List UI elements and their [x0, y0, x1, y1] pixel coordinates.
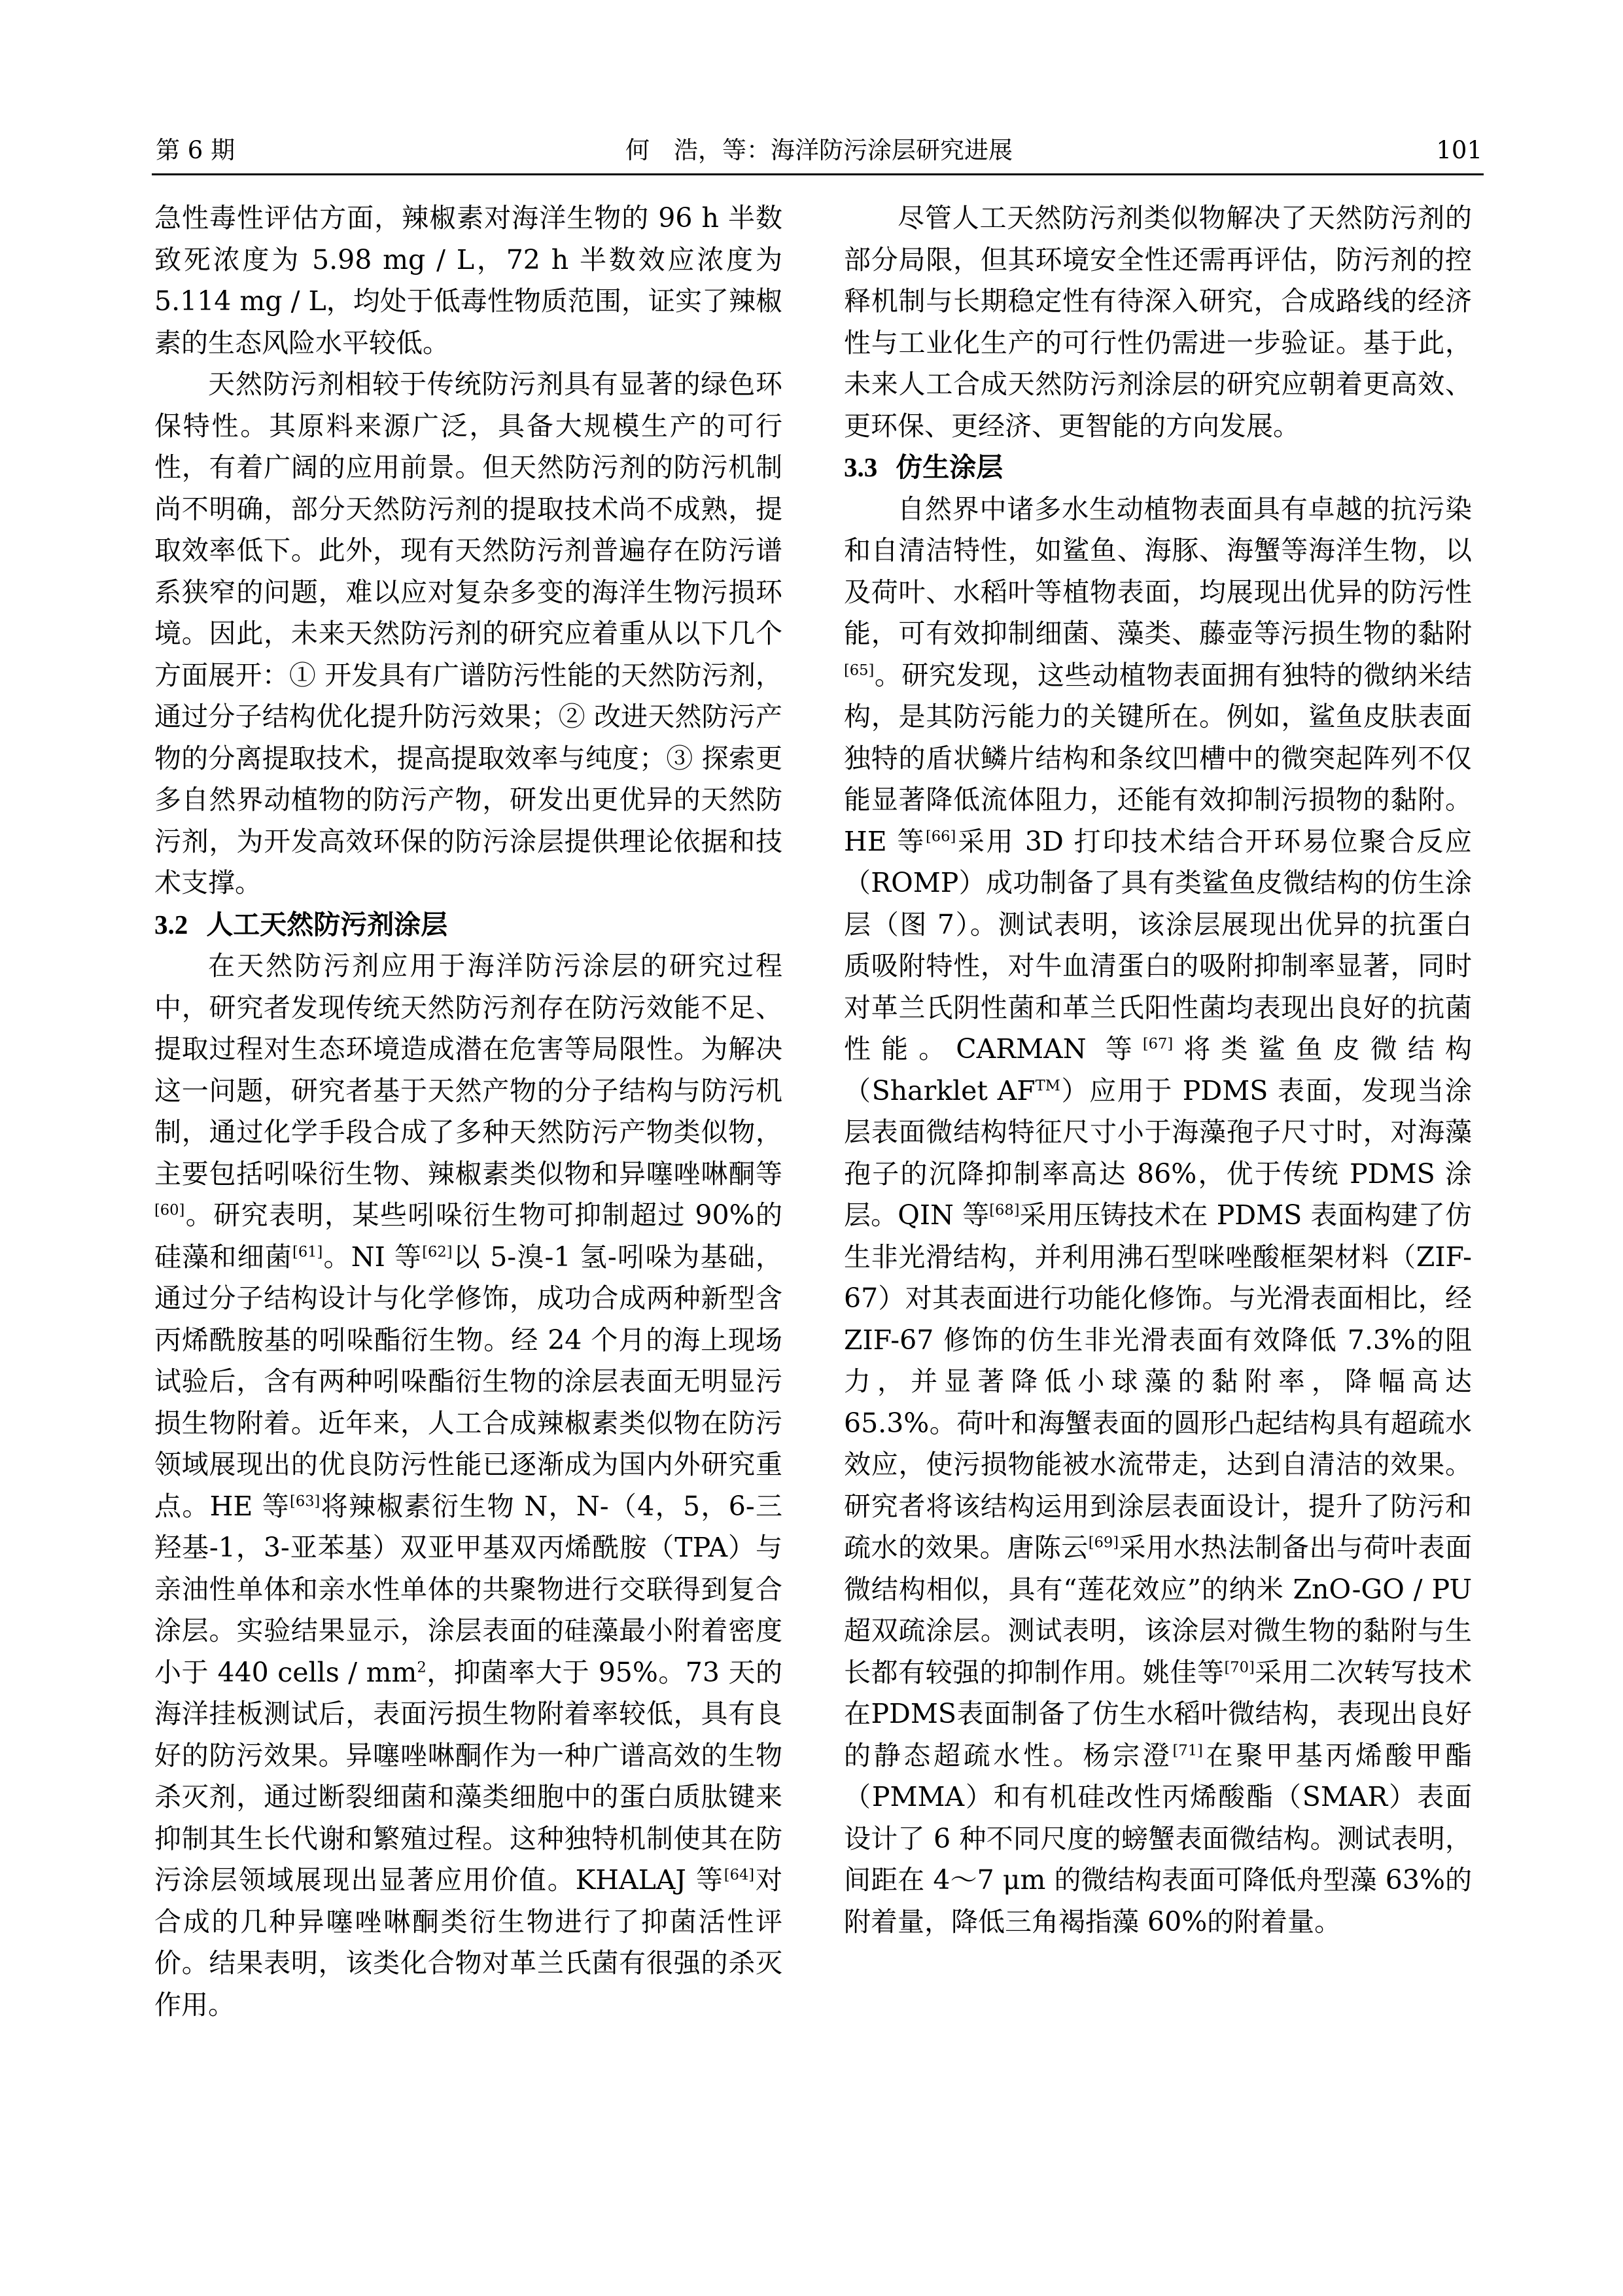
paragraph: 急性毒性评估方面，辣椒素对海洋生物的 96 h 半数致死浓度为 5.98 mg / L，72 h 半数效应浓度为 5.114 mg / L，均处于低毒性物质范围，证实了辣椒素的生态风险水平较低。: [154, 202, 782, 359]
section-heading: [154, 904, 782, 946]
section-number: 3.2: [154, 909, 188, 940]
citation: [62]: [422, 1243, 453, 1260]
citation: [68]: [989, 1201, 1020, 1219]
citation: [66]: [926, 827, 956, 845]
issue-number: 第 6 期: [156, 136, 236, 164]
superscript: 2: [417, 1658, 427, 1676]
paragraph: 在天然防污剂应用于海洋防污涂层的研究过程中，研究者发现传统天然防污剂存在防污效能不足、提取过程对生态环境造成潜在危害等局限性。为解决这一问题，研究者基于天然产物的分子结构与防污机制，通过化学手段合成了多种天然防污产物类似物，主要包括吲哚衍生物、辣椒素类似物和异噻唑啉酮等[60]。研究表明，某些吲哚衍生物可抑制超过 90%的硅藻和细菌[61]。NI 等[62]以 5-溴-1 氢-吲哚为基础，通过分子结构设计与化学修饰，成功合成两种新型含丙烯酰胺基的吲哚酯衍生物。经 24 个月的海上现场试验后，含有两种吲哚酯衍生物的涂层表面无明显污损生物附着。近年来，人工合成辣椒素类似物在防污领域展现出的优良防污性能已逐渐成为国内外研究重点。HE 等[63]将辣椒素衍生物 N，N-（4，5，6-三羟基-1，3-亚苯基）双亚甲基双丙烯酰胺（TPA）与亲油性单体和亲水性单体的共聚物进行交联得到复合涂层。实验结果显示，涂层表面的硅藻最小附着密度小于 440 cells / $mm^2$，抑菌率大于 95%。73 天的海洋挂板测试后，表面污损生物附着率较低，具有良好的防污效果。异噻唑啉酮作为一种广谱高效的生物杀灭剂，通过断裂细菌和藻类细胞中的蛋白质肽键来抑制其生长代谢和繁殖过程。这种独特机制使其在防污涂层领域展现出显著应用价值。KHALAJ 等[64]对合成的几种异噻唑啉酮类衍生物进行了抑菌活性评价。结果表明，该类化合物对革兰氏菌有很强的杀灭作用。: [154, 950, 783, 2021]
paragraph: 自然界中诸多水生动植物表面具有卓越的抗污染和自清洁特性，如鲨鱼、海豚、海蟹等海洋生物，以及荷叶、水稻叶等植物表面，均展现出优异的防污性能，可有效抑制细菌、藻类、藤壶等污损生物的黏附[65]。研究发现，这些动植物表面拥有独特的微纳米结构，是其防污能力的关键所在。例如，鲨鱼皮肤表面独特的盾状鳞片结构和条纹凹槽中的微突起阵列不仅能显著降低流体阻力，还能有效抑制污损物的黏附。HE 等[66]采用 3D 打印技术结合开环易位聚合反应（ROMP）成功制备了具有类鲨鱼皮微结构的仿生涂层（图 7）。测试表明，该涂层展现出优异的抗蛋白质吸附特性，对牛血清蛋白的吸附抑制率显著，同时对革兰氏阴性菌和革兰氏阳性菌均表现出良好的抗菌性能。CARMAN 等[67]将类鲨鱼皮微结构（Sharklet AF™）应用于 PDMS 表面，发现当涂层表面微结构特征尺寸小于海藻孢子尺寸时，对海藻孢子的沉降抑制率高达 86%，优于传统 PDMS 涂层。QIN 等[68]采用压铸技术在 PDMS 表面构建了仿生非光滑结构，并利用沸石型咪唑酸框架材料（ZIF-67）对其表面进行功能化修饰。与光滑表面相比，经 ZIF-67 修饰的仿生非光滑表面有效降低 7.3%的阻力，并显著降低小球藻的黏附率，降幅高达 65.3%。荷叶和海蟹表面的圆形凸起结构具有超疏水效应，使污损物能被水流带走，达到自清洁的效果。研究者将该结构运用到涂层表面设计，提升了防污和疏水的效果。唐陈云[69]采用水热法制备出与荷叶表面微结构相似，具有“莲花效应”的纳米 ZnO-GO / PU 超双疏涂层。测试表明，该涂层对微生物的黏附与生长都有较强的抑制作用。姚佳等[70]采用二次转写技术在PDMS表面制备了仿生水稻叶微结构，表现出良好的静态超疏水性。杨宗澄[71]在聚甲基丙烯酸甲酯（PMMA）和有机硅改性丙烯酸酯（SMAR）表面设计了 6 种不同尺度的螃蟹表面微结构。测试表明，间距在 4～7 μm 的微结构表面可降低舟型藻 63%的附着量，降低三角褐指藻 60%的附着量。: [844, 493, 1473, 1937]
running-title: 何 浩，等：海洋防污涂层研究进展: [625, 136, 1013, 164]
paragraph: 天然防污剂相较于传统防污剂具有显著的绿色环保特性。其原料来源广泛，具备大规模生产的可行性，有着广阔的应用前景。但天然防污剂的防污机制尚不明确，部分天然防污剂的提取技术尚不成熟，提取效率低下。此外，现有天然防污剂普遍存在防污谱系狭窄的问题，难以应对复杂多变的海洋生物污损环境。因此，未来天然防污剂的研究应着重从以下几个方面展开：① 开发具有广谱防污性能的天然防污剂，通过分子结构优化提升防污效果；② 改进天然防污产物的分离提取技术，提高提取效率与纯度；③ 探索更多自然界动植物的防污产物，研发出更优异的天然防污剂，为开发高效环保的防污涂层提供理论依据和技术支撑。: [154, 368, 782, 898]
section-heading: [844, 447, 1472, 489]
citation: [63]: [290, 1492, 321, 1510]
paragraph: 尽管人工天然防污剂类似物解决了天然防污剂的部分局限，但其环境安全性还需再评估，防污剂的控释机制与长期稳定性有待深入研究，合成路线的经济性与工业化生产的可行性仍需进一步验证。基于此，未来人工合成天然防污剂涂层的研究应朝着更高效、更环保、更经济、更智能的方向发展。: [844, 202, 1472, 442]
citation: [65]: [844, 661, 875, 679]
section-title: 人工天然防污剂涂层: [206, 908, 448, 940]
citation: [69]: [1088, 1534, 1119, 1551]
running-header: [156, 131, 1482, 170]
citation: [60]: [154, 1201, 185, 1219]
section-number: 3.3: [844, 452, 878, 482]
section-title: 仿生涂层: [896, 451, 1003, 483]
citation: [70]: [1224, 1658, 1255, 1676]
page-number: 101: [1436, 136, 1482, 164]
right-column: [844, 198, 1472, 1943]
citation: [71]: [1172, 1741, 1203, 1759]
citation: [67]: [1142, 1035, 1174, 1053]
header-rule: [152, 173, 1484, 175]
trademark: TM: [1035, 1076, 1060, 1094]
left-column: [154, 198, 782, 2026]
citation: [61]: [292, 1243, 323, 1260]
citation: [64]: [724, 1866, 755, 1884]
